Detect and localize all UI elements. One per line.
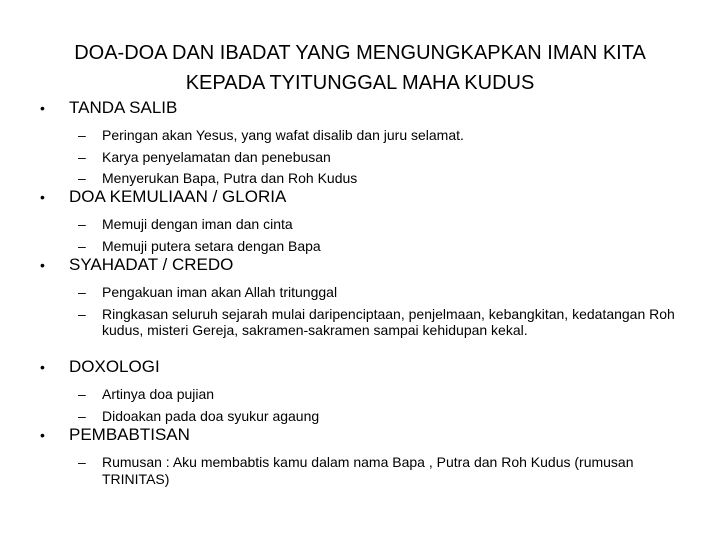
dash-icon: – bbox=[78, 407, 86, 424]
dash-icon: – bbox=[78, 127, 86, 143]
bullet-icon: • bbox=[40, 189, 45, 205]
dash-icon: – bbox=[78, 237, 86, 254]
bullet-item bbox=[0, 422, 720, 448]
sub-item-text: Peringan akan Yesus, yang wafat disalib dan juru selamat. bbox=[102, 127, 464, 143]
section-doxologi bbox=[0, 354, 720, 429]
sub-item bbox=[0, 306, 720, 339]
sub-item bbox=[0, 454, 720, 487]
sub-item bbox=[0, 284, 720, 301]
sub-item bbox=[0, 386, 720, 403]
slide-title bbox=[40, 38, 680, 98]
sub-item bbox=[0, 127, 720, 144]
dash-icon: – bbox=[78, 216, 86, 232]
section-credo bbox=[0, 252, 720, 344]
section-tanda-salib bbox=[0, 95, 720, 192]
bullet-item bbox=[0, 184, 720, 210]
sub-list bbox=[0, 454, 720, 487]
title-line-2: KEPADA TYITUNGGAL MAHA KUDUS bbox=[185, 72, 535, 94]
sub-item-text: Pengakuan iman akan Allah tritunggal bbox=[102, 284, 338, 300]
dash-icon: – bbox=[78, 170, 86, 186]
sub-item-text: Ringkasan seluruh sejarah mulai daripenciptaan, penjelmaan, kebangkitan, kedatangan Roh kudus, misteri Gereja, sakramen-sakramen sampai kehidupan kekal. bbox=[102, 305, 675, 338]
bullet-item bbox=[0, 95, 720, 121]
sub-item-text: Didoakan pada doa syukur agaung bbox=[102, 407, 320, 424]
bullet-icon: • bbox=[40, 359, 45, 375]
bullet-item bbox=[0, 252, 720, 278]
bullet-icon: • bbox=[40, 100, 45, 116]
sub-list bbox=[0, 127, 720, 187]
section-pembabtisan bbox=[0, 422, 720, 492]
sub-list bbox=[0, 386, 720, 424]
sub-list bbox=[0, 216, 720, 254]
dash-icon: – bbox=[78, 454, 86, 470]
sub-item bbox=[0, 216, 720, 233]
section-heading: SYAHADAT / CREDO bbox=[69, 255, 234, 274]
dash-icon: – bbox=[78, 386, 86, 402]
sub-list bbox=[0, 284, 720, 339]
sub-item bbox=[0, 149, 720, 166]
section-heading: DOA KEMULIAAN / GLORIA bbox=[69, 187, 287, 206]
title-line-1: DOA-DOA DAN IBADAT YANG MENGUNGKAPKAN IMAN KITA bbox=[74, 42, 646, 64]
sub-item-text: Artinya doa pujian bbox=[102, 386, 215, 402]
sub-item-text: Rumusan : Aku membabtis kamu dalam nama Bapa , Putra dan Roh Kudus (rumusan TRINITAS) bbox=[102, 454, 634, 487]
dash-icon: – bbox=[78, 305, 86, 322]
dash-icon: – bbox=[78, 284, 86, 300]
section-heading: TANDA SALIB bbox=[69, 98, 178, 117]
sub-item-text: Karya penyelamatan dan penebusan bbox=[102, 148, 331, 165]
sub-item-text: Menyerukan Bapa, Putra dan Roh Kudus bbox=[102, 170, 358, 186]
section-heading: DOXOLOGI bbox=[69, 357, 160, 376]
dash-icon: – bbox=[78, 148, 86, 165]
sub-item-text: Memuji putera setara dengan Bapa bbox=[102, 237, 321, 254]
section-heading: PEMBABTISAN bbox=[69, 425, 190, 444]
section-gloria bbox=[0, 184, 720, 259]
bullet-icon: • bbox=[40, 257, 45, 273]
sub-item-text: Memuji dengan iman dan cinta bbox=[102, 216, 293, 232]
bullet-icon: • bbox=[40, 427, 45, 443]
bullet-item bbox=[0, 354, 720, 380]
